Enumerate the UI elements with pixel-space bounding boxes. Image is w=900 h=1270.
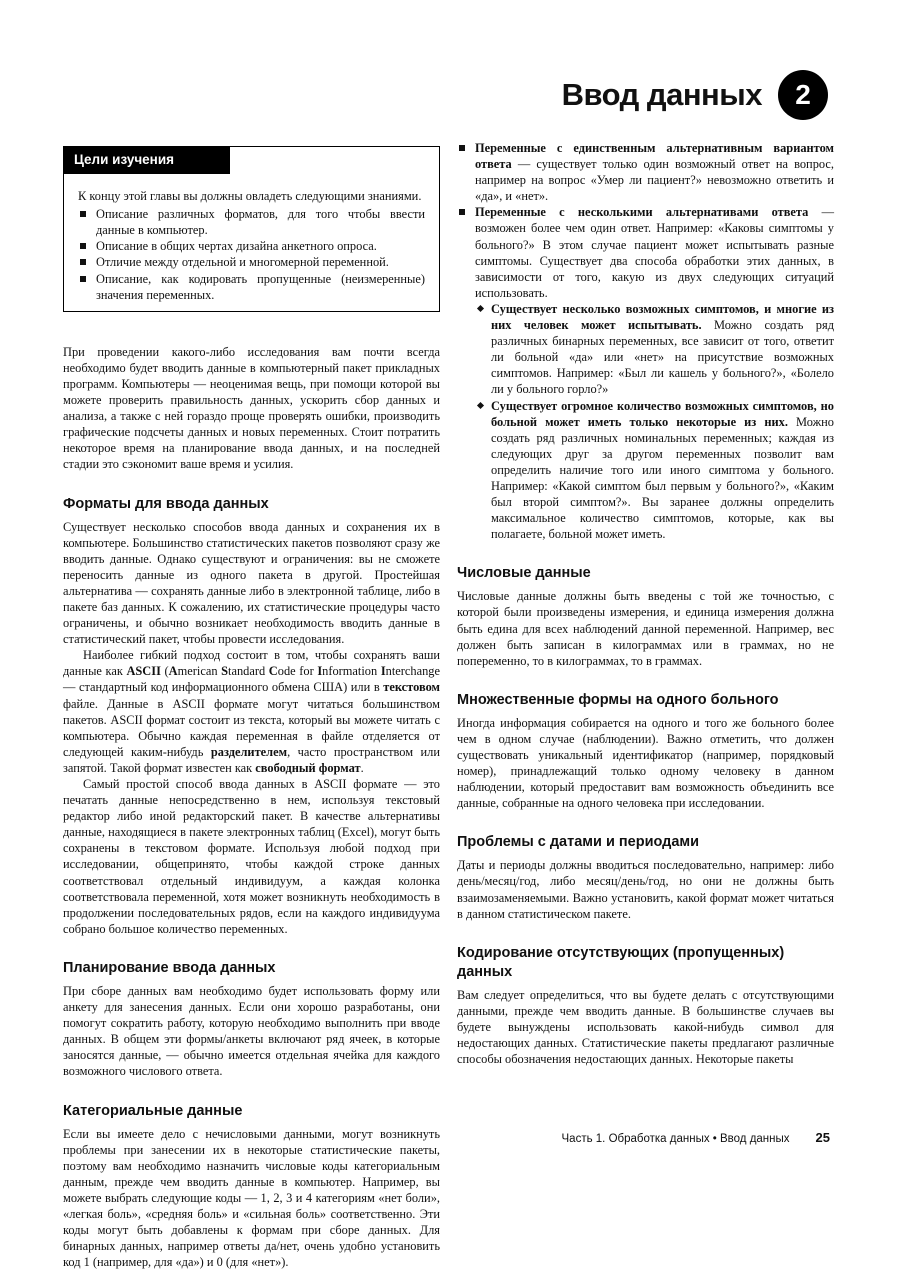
list-item: Переменные с единственным альтернативным вариантом ответа — существует только один возможный ответ на вопрос, например на вопрос «Умер ли пациент?» невозможно ответить и «да», и «нет». [457,140,834,204]
section-heading-dates: Проблемы с датами и периодами [457,833,834,852]
paragraph-ascii: Наиболее гибкий подход состоит в том, чтобы сохранять ваши данные как ASCII (American Standard Code for Information Interchange — стандартный код информационного обмена США) или в текстовом файле. Данные в ASCII формате могут читаться большинством пакетов. ASCII формат состоит из текста, который вы можете читать с компьютера. Обычно каждая переменная в файле отделяется от следующей каким-нибудь разделителем, часто пространством или запятой. Такой формат известен как свободный формат. [63,647,440,776]
paragraph: Числовые данные должны быть введены с той же точностью, с которой были произведены измерения, и единица измерения должна быть едина для всех наблюдений данной переменной. Например, вес должен быть записан в килограммах или в граммах, но не попеременно, то в килограммах, то в граммах. [457,588,834,668]
paragraph: Существует несколько способов ввода данных и сохранения их в компьютере. Большинство статистических пакетов позволяют сразу же вводить данные. Однако существуют и ограничения: вы не сможете переносить данные из одного пакета в другой. Простейшая альтернатива — сохранять данные либо в электронной таблице, либо в пакете баз данных. К сожалению, их статистические процедуры часто ограничены, и обычно возникает необходимость вводить данные в статистический пакет, чтобы провести исследования. [63,519,440,648]
page-footer [562,1130,830,1145]
list-item: Переменные с несколькими альтернативами ответа — возможен более чем один ответ. Например: «Каковы симптомы у больного?» В этом случае пациент может испытывать разные симптомы. Существует два способа обработки этих данных, в зависимости от того, какую из двух следующих ситуаций использовать. Существует несколько возможных симптомов, и многие из них человек может испытывать. Можно создать ряд различных бинарных переменных, все зависит от того, ответит ли больной «да» или «нет» на присутствие возможных симптомов. Например: «Был ли кашель у больного?», «Болело ли у больного горло?» Существует огромное количество возможных симптомов, но больной может иметь только некоторые из них. Можно создать ряд различных номинальных переменных; каждая из следующих друг за другом переменных позволит вам определить наличие того или иного симптома у больного. Например: «Какой симптом был первым у больного?», «Каким был второй симптом?». Вы заранее должны определить максимальное количество симптомов, которые, как вы полагаете, больной может иметь. [457,204,834,542]
paragraph: Вам следует определиться, что вы будете делать с отсутствующими данными, прежде чем вводить данные. В большинстве случаев вы будете вынуждены использовать какой-нибудь символ для недостающих данных. Статистические пакеты предлагают различные способы обозначения недостающих данных. Некоторые пакеты [457,987,834,1067]
list-item: Отличие между отдельной и многомерной переменной. [78,254,425,270]
learning-goals-title: Цели изучения [64,147,230,174]
list-item: Описание различных форматов, для того чтобы ввести данные в компьютер. [78,206,425,238]
section-heading-multiple-forms: Множественные формы на одного больного [457,691,834,710]
list-item: Существует огромное количество возможных симптомов, но больной может иметь только некоторые из них. Можно создать ряд различных номинальных переменных; каждая из следующих друг за другом переменных позволит вам определить наличие того или иного симптома у больного. Например: «Какой симптом был первым у больного?», «Каким был второй симптом?». Вы заранее должны определить максимальное количество симптомов, которые, как вы полагаете, больной может иметь. [475,398,834,543]
list-item: Описание в общих чертах дизайна анкетного опроса. [78,238,425,254]
variable-types-list [457,140,834,542]
section-heading-formats: Форматы для ввода данных [63,495,440,514]
page-number: 25 [816,1130,830,1145]
list-item: Описание, как кодировать пропущенные (неизмеренные) значения переменных. [78,271,425,303]
section-heading-numerical: Числовые данные [457,564,834,583]
learning-goals-box [63,146,440,312]
chapter-number-badge: 2 [778,70,828,120]
left-column [63,140,440,1270]
paragraph: При сборе данных вам необходимо будет использовать форму или анкету для занесения данных. Если они хорошо разработаны, они помогут сократить работу, которую необходимо выполнить при вводе данных. В общем эти формы/анкеты включают ряд ячеек, в которые заносятся данные, — обычно имеется отдельная ячейка для каждого возможного числового ответа. [63,983,440,1080]
paragraph: Самый простой способ ввода данных в ASCII формате — это печатать данные непосредственно в нем, используя текстовый редактор либо иной редакторский пакет. В качестве альтернативы данные, находящиеся в пакете электронных таблиц (Excel), могут быть сохранены в текстовом формате. Используя любой подход при исследовании, общепринято, чтобы каждой строке данных соответствовал отдельный индивидуум, а каждая колонка соответствовала переменной, хотя может возникнуть необходимость в продолжении последовательных рядов, если на каждого индивидуума собрано большое количество переменных. [63,776,440,937]
categorical-continuation [457,140,834,542]
learning-goals-list [78,206,425,303]
sub-list [475,301,834,542]
section-heading-categorical: Категориальные данные [63,1102,440,1121]
intro-paragraph: При проведении какого-либо исследования вам почти всегда необходимо будет вводить данные в компьютерный пакет прикладных программ. Компьютеры — неоценимая вещь, при помощи которой вы можете проверить правильность данных, ускорить сбор данных и анализа, а также с ней гораздо проще проверять ошибки, производить графические подсчеты данных и новых переменных. Стоит потратить некоторое время на планирование ввода данных, и на последней стадии это сэкономит ваше время и усилия. [63,344,440,473]
running-head: Часть 1. Обработка данных • Ввод данных [562,1133,790,1145]
learning-goals-intro: К концу этой главы вы должны овладеть следующими знаниями. [78,188,425,204]
list-item: Существует несколько возможных симптомов, и многие из них человек может испытывать. Можно создать ряд различных бинарных переменных, все зависит от того, ответит ли больной «да» или «нет» на присутствие возможных симптомов. Например: «Был ли кашель у больного?», «Болело ли у больного горло?» [475,301,834,398]
chapter-title: Ввод данных [562,77,762,113]
section-heading-planning: Планирование ввода данных [63,959,440,978]
paragraph: Иногда информация собирается на одного и того же больного более чем в одном случае (наблюдении). Важно отметить, что должен существовать уникальный идентификатор (например, порядковый номер), принадлежащий только одному человеку в данном наблюдении, который предоставит вам возможность объединить все данные, собранные на одного человека при исследовании. [457,715,834,812]
paragraph: Даты и периоды должны вводиться последовательно, например: либо день/месяц/год, либо месяц/день/год, но они не должны быть взаимозаменяемыми. Важно установить, какой формат может читаться в данном статистическом пакете. [457,857,834,921]
paragraph-categorical: Если вы имеете дело с нечисловыми данными, могут возникнуть проблемы при занесении их в некоторые статистические пакеты, поэтому вам необходимо назначить числовые коды категориальным данным, прежде чем вводить данные в компьютер. Например, вы можете выбрать следующие коды — 1, 2, 3 и 4 категориям «нет боли», «легкая боль», «средняя боль» и «сильная боль» соответственно. Эти коды могут быть добавлены к формам при сборе данных. Для бинарных данных, например ответы да/нет, очень удобно установить код 1 (например, для «да») и 0 (для «нет»). [63,1126,440,1270]
chapter-header [562,70,828,120]
right-column [457,140,834,1067]
section-heading-missing: Кодирование отсутствующих (пропущенных) данных [457,944,834,982]
